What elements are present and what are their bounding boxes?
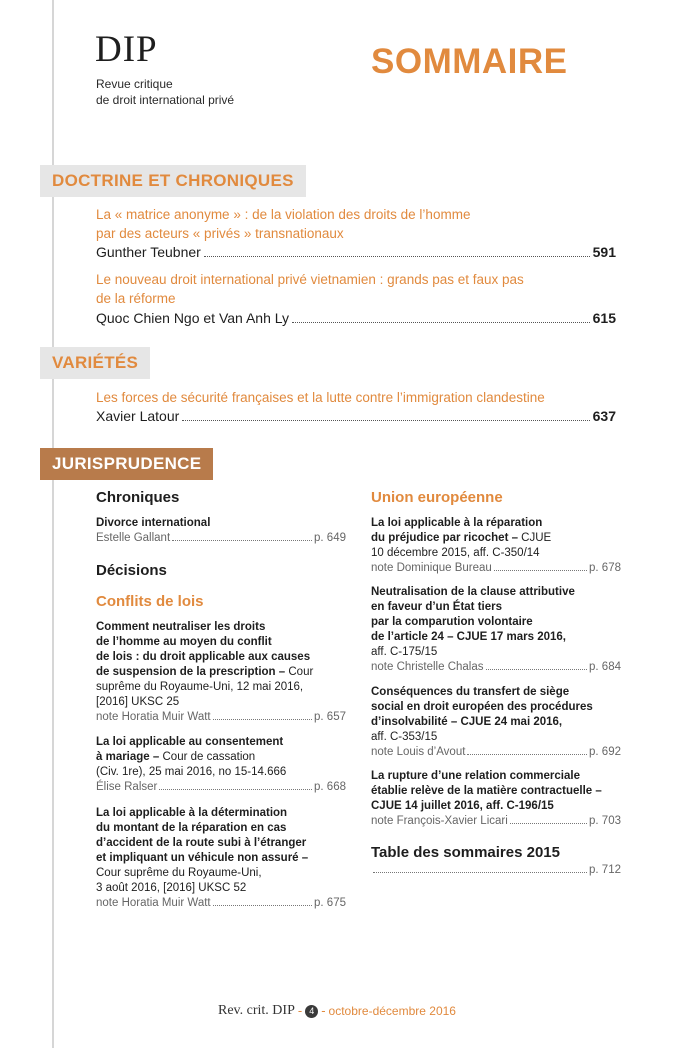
entry-note: note Louis d’Avout [371,746,466,758]
entry-note-line [96,710,346,725]
entry-title-line: La loi applicable à la détermination [96,807,288,819]
entry-note-line [96,780,346,795]
entry-reference-line: (Civ. 1re), 25 mai 2016, no 15-14.666 [96,766,287,778]
entry-title-bold: de suspension de la prescription – [96,666,286,678]
dot-leader [494,570,587,571]
entry-title-bold: du préjudice par ricochet – [371,532,518,544]
entry-title-line: de l’article 24 – CJUE 17 mars 2016, [371,631,566,643]
article-author: Gunther Teubner [96,244,201,260]
entry-note-line [371,863,621,878]
dot-leader [467,754,587,755]
table-des-sommaires-line [371,863,621,878]
article-title[interactable]: Le nouveau droit international privé vietnamien : grands pas et faux pas [96,272,524,287]
entry-page: p. 657 [314,711,346,723]
dot-leader [510,823,587,824]
footer-date: octobre-décembre 2016 [328,1004,456,1018]
dot-leader [486,669,588,670]
article-author-line [96,407,616,426]
entry-title-line: établie relève de la matière contractuelle – [371,785,602,797]
article-title[interactable]: Les forces de sécurité françaises et la lutte contre l’immigration clandestine [96,390,545,405]
subheading-table-des-sommaires[interactable]: Table des sommaires 2015 [371,844,560,861]
entry-title-bold: à mariage – [96,751,160,763]
entry-page: p. 692 [589,746,621,758]
article-author: Quoc Chien Ngo et Van Anh Ly [96,310,290,326]
jurisprudence-entry[interactable] [96,806,346,911]
dot-leader [373,872,587,873]
article-author: Xavier Latour [96,408,180,424]
page-title: SOMMAIRE [371,42,568,81]
jurisprudence-entry[interactable] [96,620,346,725]
entry-page: p. 703 [589,815,621,827]
subheading-chroniques: Chroniques [96,489,180,506]
entry-reference-line: 10 décembre 2015, aff. C-350/14 [371,547,540,559]
entry-title-line: par la comparution volontaire [371,616,533,628]
entry-reference-line: 3 août 2016, [2016] UKSC 52 [96,882,247,894]
section-heading-jurisprudence: JURISPRUDENCE [40,448,213,480]
entry-note: note François-Xavier Licari [371,815,508,827]
entry-title-line: de l’homme au moyen du conflit [96,636,272,648]
entry-note-line [371,660,621,675]
entry-court: Cour [285,666,314,678]
entry-title-line: La loi applicable au consentement [96,736,284,748]
entry-title-line: La rupture d’une relation commerciale [371,770,580,782]
subheading-union-europeenne: Union européenne [371,489,503,506]
article-page: 637 [592,408,616,424]
article-title-continued[interactable]: de la réforme [96,291,176,306]
margin-rule [52,0,54,1048]
article-author-line [96,243,616,262]
entry-page: p. 649 [314,532,346,544]
section-heading-varietes: VARIÉTÉS [40,347,150,379]
footer-separator: - [321,1003,326,1018]
entry-reference-line: aff. C-175/15 [371,646,438,658]
dot-leader [213,719,312,720]
dot-leader [172,540,312,541]
article-author-line [96,309,616,328]
entry-note: Élise Ralser [96,781,158,793]
dot-leader [292,322,590,323]
entry-court: CJUE [517,532,552,544]
entry-title-line [96,665,346,680]
entry-note-line [96,531,346,546]
entry-note: Estelle Gallant [96,532,171,544]
entry-title-line [371,531,621,546]
article-page: 615 [592,310,616,326]
jurisprudence-entry[interactable] [371,516,621,576]
entry-note-line [371,814,621,829]
entry-title-line: Comment neutraliser les droits [96,621,266,633]
jurisprudence-entry[interactable] [371,685,621,760]
entry-note-line [371,561,621,576]
entry-note-line [371,745,621,760]
entry-title-line: et impliquant un véhicule non assuré – [96,852,309,864]
entry-note: note Horatia Muir Watt [96,897,211,909]
entry-note: note Christelle Chalas [371,661,484,673]
entry-note-line [96,896,346,911]
entry-reference-line: aff. C-353/15 [371,731,438,743]
footer-journal: Rev. crit. DIP [218,1003,295,1018]
page-footer [218,1002,456,1020]
entry-reference-line: Cour suprême du Royaume-Uni, [96,867,262,879]
entry-title-line: La loi applicable à la réparation [371,517,543,529]
entry-reference-line: [2016] UKSC 25 [96,696,180,708]
dot-leader [159,789,312,790]
entry-title-line: d’accident de la route subi à l’étranger [96,837,307,849]
entry-page: p. 712 [589,864,621,876]
entry-title-line: Neutralisation de la clause attributive [371,586,575,598]
entry-page: p. 675 [314,897,346,909]
jurisprudence-entry[interactable] [96,516,346,546]
entry-page: p. 678 [589,562,621,574]
dot-leader [204,256,590,257]
jurisprudence-entry[interactable] [96,735,346,795]
entry-title-line: en faveur d’un État tiers [371,601,503,613]
entry-title-line: social en droit européen des procédures [371,701,593,713]
entry-page: p. 668 [314,781,346,793]
entry-reference-line: suprême du Royaume-Uni, 12 mai 2016, [96,681,304,693]
dot-leader [182,420,589,421]
footer-issue-badge: 4 [305,1005,318,1018]
entry-title: Divorce international [96,517,211,529]
journal-subtitle-line-2: de droit international privé [96,93,235,107]
entry-title-line: d’insolvabilité – CJUE 24 mai 2016, [371,716,563,728]
entry-title-line: de lois : du droit applicable aux causes [96,651,311,663]
journal-subtitle-line-1: Revue critique [96,77,173,91]
footer-separator: - [297,1003,303,1018]
entry-title-line: du montant de la réparation en cas [96,822,287,834]
entry-title-line [96,750,346,765]
entry-court: Cour de cassation [159,751,256,763]
dot-leader [213,905,312,906]
entry-title-line: CJUE 14 juillet 2016, aff. C-196/15 [371,800,554,812]
section-heading-doctrine: DOCTRINE ET CHRONIQUES [40,165,306,197]
subheading-decisions: Décisions [96,562,167,579]
article-title[interactable]: La « matrice anonyme » : de la violation des droits de l’homme [96,207,471,222]
subheading-conflits-de-lois: Conflits de lois [96,593,204,610]
entry-note: note Horatia Muir Watt [96,711,211,723]
entry-note: note Dominique Bureau [371,562,492,574]
article-title-continued[interactable]: par des acteurs « privés » transnationaux [96,226,344,241]
jurisprudence-entry[interactable] [371,769,621,829]
entry-page: p. 684 [589,661,621,673]
entry-title-line: Conséquences du transfert de siège [371,686,570,698]
article-page: 591 [592,244,616,260]
journal-logo: DIP [95,29,158,70]
jurisprudence-entry[interactable] [371,585,621,675]
